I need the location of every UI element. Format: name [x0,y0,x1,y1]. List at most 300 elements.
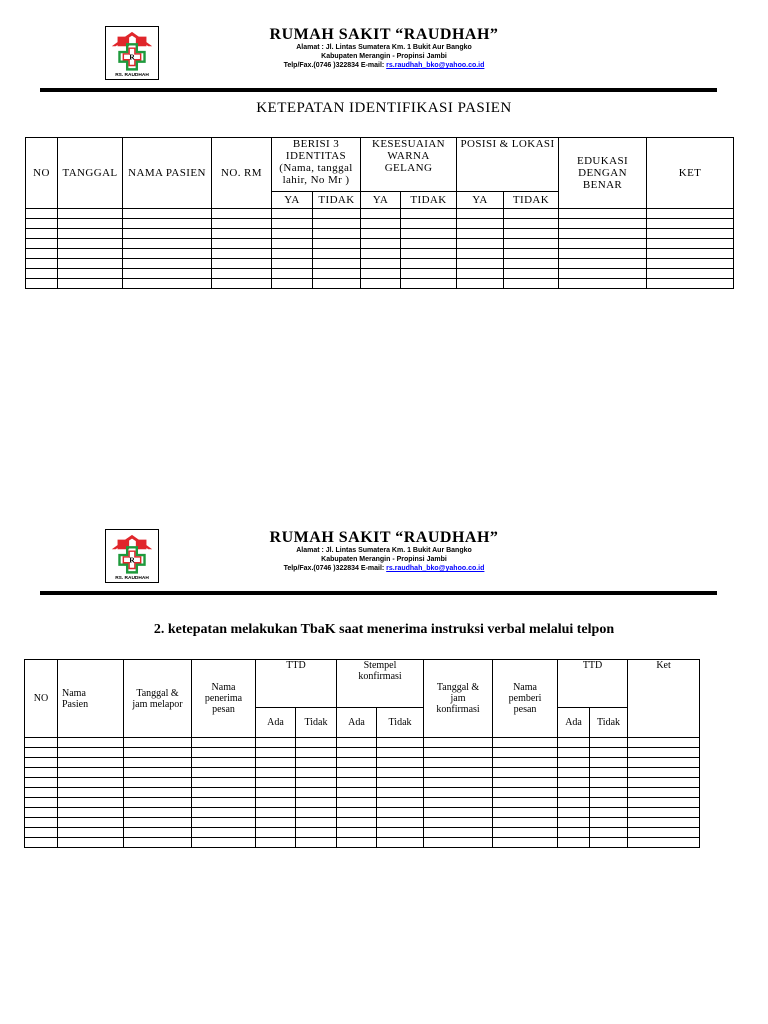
table-cell[interactable] [401,219,457,229]
table-cell[interactable] [192,748,256,758]
table-cell[interactable] [647,239,734,249]
table-cell[interactable] [272,269,313,279]
table-cell[interactable] [424,788,493,798]
table-cell[interactable] [558,748,590,758]
table-cell[interactable] [272,229,313,239]
table-cell[interactable] [401,269,457,279]
table-cell[interactable] [493,818,558,828]
table-cell[interactable] [256,758,296,768]
table-cell[interactable] [296,838,337,848]
table-cell[interactable] [192,818,256,828]
table-cell[interactable] [337,738,377,748]
table-cell[interactable] [628,758,700,768]
table-cell[interactable] [401,229,457,239]
table-cell[interactable] [361,249,401,259]
table-cell[interactable] [256,818,296,828]
table-cell[interactable] [558,838,590,848]
table-cell[interactable] [558,828,590,838]
table-cell[interactable] [58,259,123,269]
table-cell[interactable] [58,788,124,798]
table-cell[interactable] [123,219,212,229]
sub-ya: YA [457,192,504,209]
table-cell[interactable] [559,219,647,229]
table-cell[interactable] [124,758,192,768]
table-row [25,798,700,808]
table-cell[interactable] [256,738,296,748]
table-cell[interactable] [124,788,192,798]
table-cell[interactable] [25,758,58,768]
table-cell[interactable] [313,249,361,259]
table-cell[interactable] [256,838,296,848]
table-cell[interactable] [647,249,734,259]
gelang-line: GELANG [384,162,433,174]
table-row [25,788,700,798]
table-cell[interactable] [377,758,424,768]
table-cell[interactable] [25,828,58,838]
table-cell[interactable] [590,798,628,808]
table-cell[interactable] [493,758,558,768]
table-cell[interactable] [58,219,123,229]
table-cell[interactable] [313,209,361,219]
table-cell[interactable] [212,259,272,269]
table-cell[interactable] [558,738,590,748]
table-cell[interactable] [559,229,647,239]
table-cell[interactable] [377,788,424,798]
col-stempel [337,660,424,708]
col-gelang [361,138,457,192]
table-cell[interactable] [377,768,424,778]
table-cell[interactable] [26,269,58,279]
svg-text:R: R [129,555,135,565]
table-cell[interactable] [25,808,58,818]
table-cell[interactable] [590,818,628,828]
identitas-line: IDENTITAS [285,150,347,162]
table-cell[interactable] [361,229,401,239]
table-cell[interactable] [124,748,192,758]
konf-line: Tanggal & [436,682,480,693]
table-cell[interactable] [628,808,700,818]
form1-rows [26,209,734,289]
table-cell[interactable] [424,798,493,808]
table-cell[interactable] [192,808,256,818]
table-cell[interactable] [493,768,558,778]
table-cell[interactable] [361,279,401,289]
table-cell[interactable] [296,808,337,818]
gelang-line: WARNA [387,150,430,162]
hospital-address: Alamat : Jl. Lintas Sumatera Km. 1 Bukit Aur Bangko [296,44,472,51]
col-ttd-2: TTD [558,660,628,708]
table-cell[interactable] [212,269,272,279]
identitas-line: BERISI 3 [292,138,340,150]
table-cell[interactable] [256,778,296,788]
table-row [26,259,734,269]
table-cell[interactable] [313,269,361,279]
table-cell[interactable] [504,209,559,219]
table-cell[interactable] [337,828,377,838]
table-cell[interactable] [424,808,493,818]
table-cell[interactable] [256,788,296,798]
table-cell[interactable] [123,249,212,259]
table-cell[interactable] [377,778,424,788]
table-cell[interactable] [401,249,457,259]
table-cell[interactable] [212,239,272,249]
table-cell[interactable] [558,818,590,828]
pemberi-line: pesan [513,704,537,715]
table-cell[interactable] [590,788,628,798]
table-cell[interactable] [493,788,558,798]
table-cell[interactable] [123,209,212,219]
table-cell[interactable] [337,768,377,778]
table-cell[interactable] [25,738,58,748]
table-cell[interactable] [272,279,313,289]
form1-title: KETEPATAN IDENTIFIKASI PASIEN [256,100,512,116]
table-cell[interactable] [377,838,424,848]
hospital-address: Alamat : Jl. Lintas Sumatera Km. 1 Bukit Aur Bangko [296,547,472,554]
table-cell[interactable] [590,828,628,838]
table-cell[interactable] [25,798,58,808]
table-cell[interactable] [192,768,256,778]
table-cell[interactable] [58,838,124,848]
edukasi-line: EDUKASI [576,155,629,167]
table-cell[interactable] [313,229,361,239]
table-cell[interactable] [212,279,272,289]
konf-line: konfirmasi [436,704,480,715]
col-nama-pasien: NAMA PASIEN [123,138,212,209]
table-cell[interactable] [493,838,558,848]
svg-text:R: R [129,52,135,62]
hospital-region: Kabupaten Merangin - Propinsi Jambi [321,53,447,60]
table-cell[interactable] [192,828,256,838]
table-cell[interactable] [26,219,58,229]
table-row [26,239,734,249]
table-row [25,808,700,818]
table-cell[interactable] [192,838,256,848]
table-cell[interactable] [123,279,212,289]
contact-prefix: Telp/Fax.(0746 )322834 E-mail: [283,62,387,69]
table-cell[interactable] [424,758,493,768]
table-cell[interactable] [377,738,424,748]
table-cell[interactable] [559,209,647,219]
table-cell[interactable] [337,788,377,798]
table-cell[interactable] [493,808,558,818]
col-ket: KET [647,138,734,209]
table-cell[interactable] [58,229,123,239]
table-cell[interactable] [25,778,58,788]
table-cell[interactable] [558,808,590,818]
table-cell[interactable] [558,788,590,798]
col-no: NO [25,660,58,738]
table-cell[interactable] [424,778,493,788]
table-cell[interactable] [628,738,700,748]
table-cell[interactable] [124,808,192,818]
table-cell[interactable] [457,249,504,259]
table-cell[interactable] [590,758,628,768]
table-cell[interactable] [377,808,424,818]
table-cell[interactable] [58,748,124,758]
table-cell[interactable] [58,798,124,808]
table-cell[interactable] [493,798,558,808]
table-cell[interactable] [26,229,58,239]
table-cell[interactable] [256,798,296,808]
table-cell[interactable] [558,758,590,768]
table-cell[interactable] [590,838,628,848]
table-cell[interactable] [337,758,377,768]
table-cell[interactable] [457,219,504,229]
sub-tidak: Tidak [296,708,337,738]
table-cell[interactable] [296,738,337,748]
table-cell[interactable] [58,279,123,289]
table-cell[interactable] [58,818,124,828]
table-cell[interactable] [628,768,700,778]
table-cell[interactable] [192,738,256,748]
table-cell[interactable] [58,738,124,748]
table-cell[interactable] [192,778,256,788]
table-cell[interactable] [337,798,377,808]
table-cell[interactable] [457,269,504,279]
table-cell[interactable] [25,788,58,798]
table-cell[interactable] [124,818,192,828]
table-cell[interactable] [212,209,272,219]
table-cell[interactable] [457,209,504,219]
table-cell[interactable] [504,279,559,289]
table-cell[interactable] [647,229,734,239]
table-cell[interactable] [256,828,296,838]
table-cell[interactable] [192,758,256,768]
table-cell[interactable] [377,828,424,838]
table-cell[interactable] [296,788,337,798]
table-cell[interactable] [124,768,192,778]
table-cell[interactable] [457,279,504,289]
table-cell[interactable] [559,239,647,249]
table-cell[interactable] [558,778,590,788]
table-cell[interactable] [377,818,424,828]
table-cell[interactable] [58,239,123,249]
table-cell[interactable] [58,249,123,259]
sub-ada: Ada [256,708,296,738]
table-cell[interactable] [493,828,558,838]
table-cell[interactable] [361,239,401,249]
hospital-region: Kabupaten Merangin - Propinsi Jambi [321,556,447,563]
table-cell[interactable] [647,219,734,229]
sub-tidak: TIDAK [504,192,559,209]
table-cell[interactable] [313,219,361,229]
table-cell[interactable] [26,279,58,289]
table-cell[interactable] [401,239,457,249]
table-cell[interactable] [26,239,58,249]
sub-ada: Ada [337,708,377,738]
table-cell[interactable] [559,259,647,269]
table-cell[interactable] [256,808,296,818]
table-cell[interactable] [123,269,212,279]
table-cell[interactable] [628,818,700,828]
table-cell[interactable] [590,748,628,758]
table-cell[interactable] [424,838,493,848]
table-cell[interactable] [504,229,559,239]
table-cell[interactable] [212,219,272,229]
table-cell[interactable] [272,259,313,269]
table-cell[interactable] [628,778,700,788]
stempel-line: konfirmasi [358,671,402,682]
table-cell[interactable] [124,838,192,848]
table-cell[interactable] [628,798,700,808]
table-row [26,279,734,289]
table-cell[interactable] [337,778,377,788]
table-cell[interactable] [58,808,124,818]
table-cell[interactable] [58,758,124,768]
table-cell[interactable] [124,738,192,748]
tgl-line: Tanggal & [136,687,179,699]
table-cell[interactable] [256,748,296,758]
table-cell[interactable] [647,279,734,289]
penerima-line: Nama [211,682,236,693]
table-cell[interactable] [504,239,559,249]
table-cell[interactable] [296,798,337,808]
sub-tidak: Tidak [377,708,424,738]
table-cell[interactable] [401,279,457,289]
table-cell[interactable] [212,249,272,259]
col-posisi: POSISI & LOKASI [457,138,559,192]
table-cell[interactable] [457,259,504,269]
table-cell[interactable] [296,748,337,758]
table-cell[interactable] [377,798,424,808]
table-cell[interactable] [361,269,401,279]
table-cell[interactable] [361,219,401,229]
email-link[interactable]: rs.raudhah_bko@yahoo.co.id [386,565,485,572]
table-cell[interactable] [628,788,700,798]
table-cell[interactable] [58,768,124,778]
col-no-rm: NO. RM [212,138,272,209]
table-row [25,828,700,838]
table-cell[interactable] [124,778,192,788]
table-row [25,838,700,848]
table-cell[interactable] [424,748,493,758]
table-cell[interactable] [558,768,590,778]
form1-table [25,137,734,289]
table-cell[interactable] [457,239,504,249]
table-cell[interactable] [361,259,401,269]
table-cell[interactable] [272,249,313,259]
table-cell[interactable] [559,279,647,289]
col-nama-pasien [58,660,124,738]
table-cell[interactable] [25,748,58,758]
table-cell[interactable] [401,259,457,269]
table-cell[interactable] [313,279,361,289]
col-identitas [272,138,361,192]
table-cell[interactable] [504,219,559,229]
table-cell[interactable] [313,259,361,269]
table-cell[interactable] [272,239,313,249]
table-cell[interactable] [590,808,628,818]
table-cell[interactable] [590,738,628,748]
col-ttd: TTD [256,660,337,708]
table-cell[interactable] [647,209,734,219]
table-cell[interactable] [25,818,58,828]
tgl-line: jam melapor [132,698,183,710]
form2-title: 2. ketepatan melakukan TbaK saat menerima instruksi verbal melalui telpon [153,622,615,637]
table-cell[interactable] [25,838,58,848]
table-row [26,229,734,239]
table-cell[interactable] [296,778,337,788]
table-cell[interactable] [296,818,337,828]
table-cell[interactable] [559,249,647,259]
table-cell[interactable] [26,209,58,219]
table-cell[interactable] [296,758,337,768]
table-cell[interactable] [504,249,559,259]
table-cell[interactable] [590,768,628,778]
table-cell[interactable] [26,249,58,259]
table-cell[interactable] [647,269,734,279]
table-cell[interactable] [457,229,504,239]
table-cell[interactable] [123,229,212,239]
table-cell[interactable] [493,748,558,758]
table-cell[interactable] [124,798,192,808]
table-cell[interactable] [296,828,337,838]
table-cell[interactable] [647,259,734,269]
table-cell[interactable] [337,748,377,758]
table-cell[interactable] [296,768,337,778]
table-cell[interactable] [493,778,558,788]
table-cell[interactable] [123,259,212,269]
table-cell[interactable] [590,778,628,788]
identitas-line: lahir, No Mr ) [282,174,350,186]
table-cell[interactable] [58,269,123,279]
table-cell[interactable] [337,838,377,848]
table-cell[interactable] [401,209,457,219]
table-cell[interactable] [424,768,493,778]
table-cell[interactable] [58,828,124,838]
table-cell[interactable] [124,828,192,838]
table-cell[interactable] [26,259,58,269]
konf-line: jam [450,693,466,704]
table-cell[interactable] [558,798,590,808]
table-cell[interactable] [123,239,212,249]
table-cell[interactable] [628,748,700,758]
table-cell[interactable] [58,778,124,788]
table-cell[interactable] [504,259,559,269]
col-no: NO [26,138,58,209]
table-cell[interactable] [424,828,493,838]
table-cell[interactable] [504,269,559,279]
sub-tidak: TIDAK [313,192,361,209]
col-tanggal-melapor [124,660,192,738]
table-cell[interactable] [628,828,700,838]
table-cell[interactable] [337,818,377,828]
email-link[interactable]: rs.raudhah_bko@yahoo.co.id [386,62,485,69]
table-cell[interactable] [559,269,647,279]
table-cell[interactable] [272,209,313,219]
table-cell[interactable] [493,738,558,748]
table-cell[interactable] [256,768,296,778]
table-cell[interactable] [192,798,256,808]
col-penerima [192,660,256,738]
table-cell[interactable] [628,838,700,848]
table-cell[interactable] [272,219,313,229]
table-cell[interactable] [377,748,424,758]
table-cell[interactable] [424,738,493,748]
table-cell[interactable] [313,239,361,249]
table-cell[interactable] [424,818,493,828]
table-row [25,758,700,768]
table-cell[interactable] [58,209,123,219]
table-cell[interactable] [212,229,272,239]
table-cell[interactable] [361,209,401,219]
sub-ya: YA [272,192,313,209]
table-cell[interactable] [192,788,256,798]
hospital-name: RUMAH SAKIT “RAUDHAH” [269,26,499,43]
table-cell[interactable] [25,768,58,778]
form2-rows [25,738,700,848]
table-cell[interactable] [337,808,377,818]
